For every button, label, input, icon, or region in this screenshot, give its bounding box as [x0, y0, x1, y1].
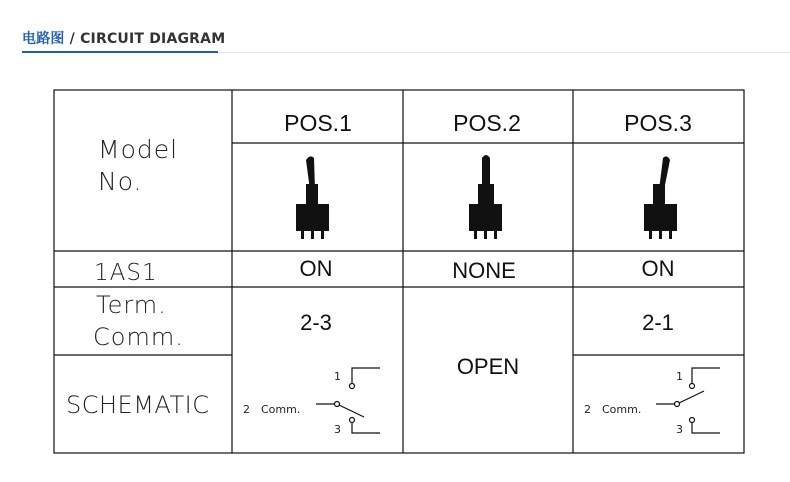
pos1-header: POS.1	[284, 110, 352, 136]
pos2-header: POS.2	[453, 110, 521, 136]
row-schematic-label: SCHEMATIC	[66, 391, 210, 419]
toggle-switch-pos3-icon	[644, 156, 677, 239]
schematic-pos3-pin1: 1	[676, 370, 683, 383]
row-term-label-line2: Comm.	[93, 323, 184, 351]
schematic-pos3-comm: Comm.	[602, 403, 642, 416]
schematic-pos1-pin3: 3	[334, 423, 341, 436]
pos1-function-value: ON	[299, 256, 333, 281]
row-model-label: 1AS1	[94, 260, 158, 286]
toggle-switch-pos2-icon	[469, 155, 502, 239]
model-label-line2: No.	[98, 167, 143, 196]
schematic-pos3-pin2: 2	[584, 403, 591, 416]
schematic-pos3	[584, 368, 720, 436]
pos3-term-value: 2-1	[642, 310, 674, 335]
schematic-pos1-pin1: 1	[334, 370, 341, 383]
pos2-function-value: NONE	[452, 258, 516, 283]
header-english-title: CIRCUIT DIAGRAM	[80, 31, 226, 47]
header-separator: /	[64, 31, 81, 47]
pos1-term-value: 2-3	[300, 310, 332, 335]
pos3-function-value: ON	[641, 256, 675, 281]
schematic-pos1	[243, 368, 380, 436]
schematic-pos3-pin3: 3	[676, 423, 683, 436]
pos2-term-value: OPEN	[456, 354, 520, 379]
header-chinese-title: 电路图	[22, 31, 65, 47]
toggle-switch-pos1-icon	[296, 156, 329, 239]
model-label-line1: Model	[98, 135, 179, 164]
schematic-pos1-comm: Comm.	[261, 403, 301, 416]
pos3-header: POS.3	[624, 110, 692, 136]
row-term-label-line1: Term.	[96, 291, 167, 319]
schematic-pos1-pin2: 2	[243, 403, 250, 416]
